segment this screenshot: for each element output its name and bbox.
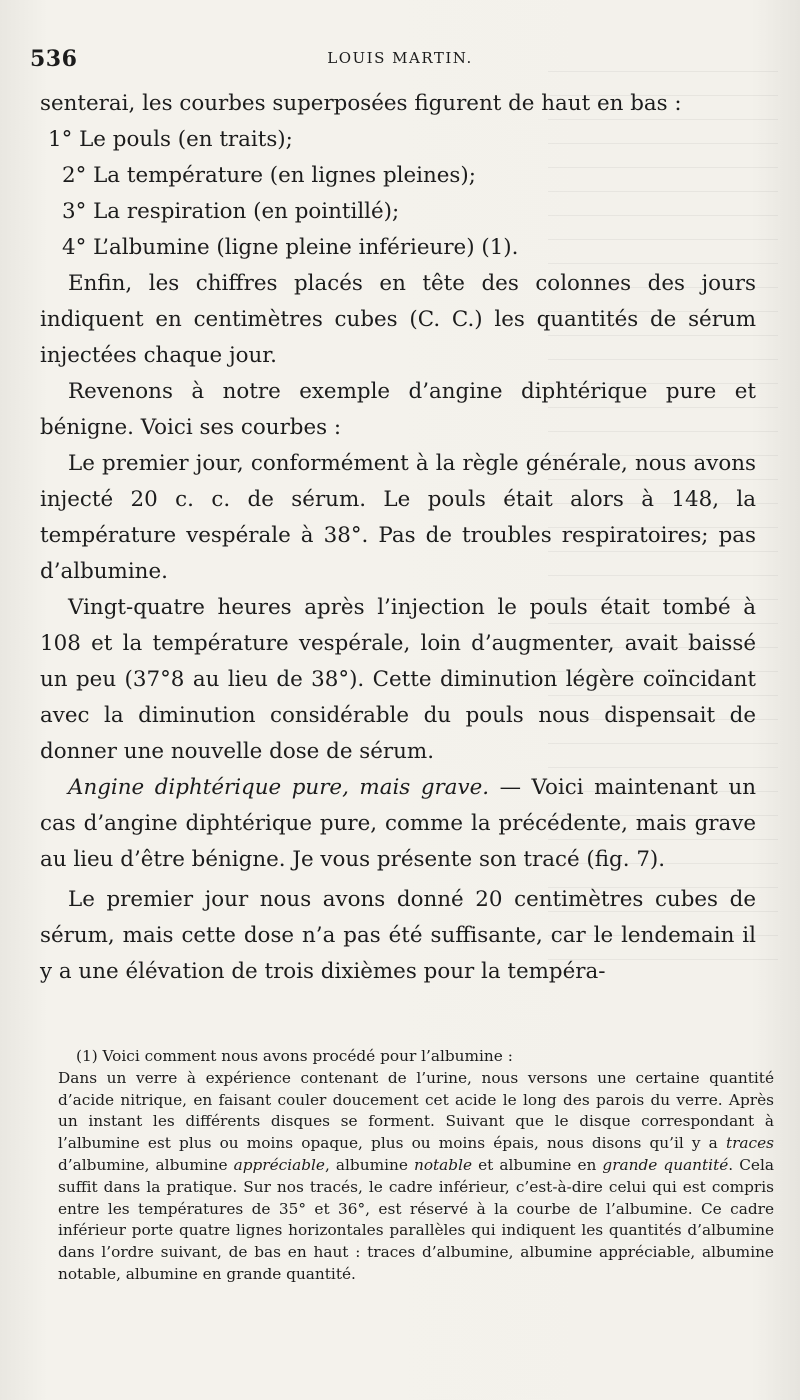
footnote-intro: (1) Voici comment nous avons procédé pour l’albumine : xyxy=(76,1047,513,1065)
emphasis: notable xyxy=(413,1155,473,1174)
paragraph-section xyxy=(40,770,756,878)
footnote xyxy=(58,1046,774,1286)
paragraph: Revenons à notre exemple d’angine diphtérique pure et bénigne. Voici ses courbes : xyxy=(40,379,756,440)
section-heading: Angine diphtérique pure, mais grave. xyxy=(68,775,490,800)
page-header xyxy=(30,46,770,76)
list-item: 2° La température (en lignes pleines); xyxy=(62,163,476,188)
paragraph: Vingt-quatre heures après l’injection le pouls était tombé à 108 et la température vespérale, loin d’augmenter, avait baissé un peu (37°8 au lieu de 38°). Cette diminution légère coïncidant avec la diminution considérable du pouls nous dispensait de donner une nouvelle dose de sérum. xyxy=(40,595,756,764)
paragraph-text: — Voici maintenant un cas d’angine diphtérique pure, comme la précédente, mais grave au lieu d’être bénigne. Je vous présente son tracé (fig. 7). xyxy=(40,775,756,872)
emphasis: appréciable xyxy=(233,1155,325,1174)
list-item: 1° Le pouls (en traits); xyxy=(48,127,293,152)
list-item: 4° L’albumine (ligne pleine inférieure) (1). xyxy=(62,235,519,260)
paragraph: Le premier jour nous avons donné 20 centimètres cubes de sérum, mais cette dose n’a pas été suffisante, car le lendemain il y a une élévation de trois dixièmes pour la tempéra- xyxy=(40,887,756,984)
list-item: 3° La respiration (en pointillé); xyxy=(62,199,400,224)
emphasis: traces xyxy=(725,1134,774,1153)
footnote-body: Dans un verre à expérience contenant de l’urine, nous versons une certaine quantité d’acide nitrique, en faisant couler doucement cet acide le long des parois du verre. Après un instant les différents disques se forment. Suivant que le disque correspondant à l’albumine est plus ou moins opaque, plus ou moins épais, nous disons qu’il y a traces d’albumine, albumine appréciable, albumine notable et albumine en grande quantité. Cela suffit dans la pratique. Sur nos tracés, le cadre inférieur, c’est-à-dire celui qui est compris entre les températures de 35° et 36°, est réservé à la courbe de l’albumine. Ce cadre inférieur porte quatre lignes horizontales parallèles qui indiquent les quantités d’albumine dans l’ordre suivant, de bas en haut : traces d’albumine, albumine appréciable, albumine notable, albumine en grande quantité. xyxy=(58,1068,774,1283)
paragraph-list xyxy=(40,86,756,266)
emphasis: grande quantité xyxy=(602,1155,729,1174)
main-text xyxy=(40,86,756,990)
text-line: senterai, les courbes superposées figurent de haut en bas : xyxy=(40,91,682,116)
paragraph: Le premier jour, conformément à la règle générale, nous avons injecté 20 c. c. de sérum. Le pouls était alors à 148, la température vespérale à 38°. Pas de troubles respiratoires; pas d’albumine. xyxy=(40,451,756,584)
paragraph: Enfin, les chiffres placés en tête des colonnes des jours indiquent en centimètres cubes (C. C.) les quantités de sérum injectées chaque jour. xyxy=(40,271,756,368)
running-title: LOUIS MARTIN. xyxy=(327,49,473,67)
page-number: 536 xyxy=(30,46,78,72)
